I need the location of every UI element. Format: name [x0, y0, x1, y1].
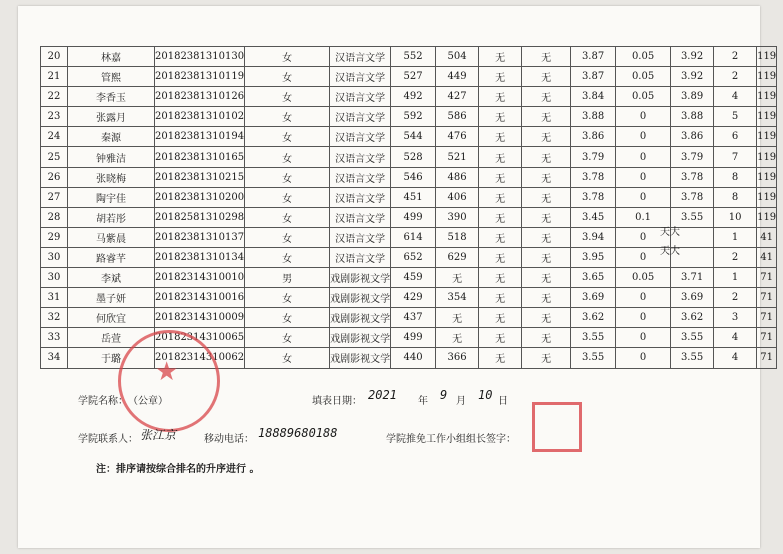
table-cell: 女 — [245, 47, 330, 67]
table-cell: 459 — [391, 268, 436, 288]
table-cell: 71 — [757, 268, 777, 288]
table-cell: 4 — [714, 328, 757, 348]
table-cell: 119 — [757, 187, 777, 207]
table-cell: 0.1 — [616, 207, 671, 227]
table-row — [41, 147, 777, 167]
table-cell: 女 — [245, 308, 330, 328]
table-cell: 0 — [616, 227, 671, 247]
table-row — [41, 87, 777, 107]
table-cell: 汉语言文学 — [330, 207, 391, 227]
table-cell: 528 — [391, 147, 436, 167]
table-cell: 437 — [391, 308, 436, 328]
table-cell: 521 — [436, 147, 479, 167]
table-cell: 无 — [436, 308, 479, 328]
table-cell: 0 — [616, 288, 671, 308]
table-cell: 无 — [436, 328, 479, 348]
college-name-value: （公章） — [128, 396, 168, 407]
table-cell: 3.71 — [671, 268, 714, 288]
date-month: 9 — [440, 388, 448, 402]
table-cell: 3.84 — [571, 87, 616, 107]
table-cell: 无 — [479, 87, 522, 107]
table-cell: 无 — [479, 67, 522, 87]
college-seal: ★ — [118, 330, 220, 432]
table-cell: 119 — [757, 207, 777, 227]
table-cell: 无 — [522, 308, 571, 328]
table-cell: 440 — [391, 348, 436, 368]
table-row — [41, 288, 777, 308]
table-cell: 0 — [616, 167, 671, 187]
table-cell: 3.94 — [571, 227, 616, 247]
table-cell: 20182381310119 — [155, 67, 245, 87]
table-cell: 3 — [714, 308, 757, 328]
table-cell: 0 — [616, 147, 671, 167]
table-cell: 504 — [436, 47, 479, 67]
table-cell: 34 — [41, 348, 68, 368]
table-cell: 7 — [714, 147, 757, 167]
table-cell: 无 — [479, 288, 522, 308]
table-cell: 3.55 — [671, 348, 714, 368]
table-cell: 4 — [714, 348, 757, 368]
table-cell: 女 — [245, 147, 330, 167]
ranking-table — [40, 46, 777, 369]
table-cell: 无 — [436, 268, 479, 288]
table-cell: 3.62 — [671, 308, 714, 328]
table-cell: 汉语言文学 — [330, 247, 391, 267]
table-cell: 女 — [245, 207, 330, 227]
table-cell: 33 — [41, 328, 68, 348]
table-cell: 无 — [522, 167, 571, 187]
date-year: 2021 — [368, 388, 397, 402]
table-cell: 0.05 — [616, 87, 671, 107]
table-cell: 41 — [757, 247, 777, 267]
table-cell: 0.05 — [616, 67, 671, 87]
table-cell: 女 — [245, 167, 330, 187]
table-cell: 427 — [436, 87, 479, 107]
table-cell: 29 — [41, 227, 68, 247]
table-cell: 无 — [479, 107, 522, 127]
table-cell: 无 — [479, 328, 522, 348]
table-cell: 无 — [522, 147, 571, 167]
date-day: 10 — [478, 388, 493, 402]
table-cell: 119 — [757, 167, 777, 187]
table-cell: 5 — [714, 107, 757, 127]
table-cell: 20182381310200 — [155, 187, 245, 207]
table-cell: 20182381310134 — [155, 247, 245, 267]
table-cell: 女 — [245, 288, 330, 308]
table-cell: 28 — [41, 207, 68, 227]
table-cell: 无 — [479, 268, 522, 288]
phone-value: 18889680188 — [258, 426, 338, 440]
table-cell: 20182381310102 — [155, 107, 245, 127]
table-cell: 429 — [391, 288, 436, 308]
table-cell: 119 — [757, 67, 777, 87]
table-cell: 3.79 — [571, 147, 616, 167]
table-cell: 406 — [436, 187, 479, 207]
table-cell: 女 — [245, 348, 330, 368]
table-cell: 戏剧影视文学 — [330, 308, 391, 328]
table-cell: 546 — [391, 167, 436, 187]
table-cell: 119 — [757, 87, 777, 107]
table-cell: 499 — [391, 207, 436, 227]
table-cell: 6 — [714, 127, 757, 147]
table-cell: 墨子妍 — [68, 288, 155, 308]
table-cell: 32 — [41, 308, 68, 328]
table-cell: 3.88 — [671, 107, 714, 127]
table-cell: 汉语言文学 — [330, 87, 391, 107]
table-cell: 汉语言文学 — [330, 167, 391, 187]
table-cell: 27 — [41, 187, 68, 207]
table-cell: 476 — [436, 127, 479, 147]
table-cell: 汉语言文学 — [330, 67, 391, 87]
table-cell: 26 — [41, 167, 68, 187]
college-name-label: 学院名称： — [78, 396, 128, 407]
table-cell: 陶宇佳 — [68, 187, 155, 207]
table-cell: 366 — [436, 348, 479, 368]
table-cell: 0 — [616, 107, 671, 127]
table-cell: 20182314310010 — [155, 268, 245, 288]
sorting-note: 注：排序请按综合排名的升序进行 。 — [96, 464, 260, 475]
table-cell: 汉语言文学 — [330, 107, 391, 127]
table-cell: 汉语言文学 — [330, 47, 391, 67]
table-cell: 20182314310016 — [155, 288, 245, 308]
table-cell: 20182314310062 — [155, 348, 245, 368]
table-cell: 戏剧影视文学 — [330, 288, 391, 308]
table-row — [41, 187, 777, 207]
table-cell: 张露月 — [68, 107, 155, 127]
table-cell: 30 — [41, 247, 68, 267]
table-cell: 71 — [757, 328, 777, 348]
date-month-unit: 月 — [456, 396, 466, 407]
table-cell: 3.79 — [671, 147, 714, 167]
table-cell: 41 — [757, 227, 777, 247]
table-cell: 戏剧影视文学 — [330, 268, 391, 288]
table-cell: 女 — [245, 187, 330, 207]
table-cell: 林嘉 — [68, 47, 155, 67]
table-cell: 女 — [245, 247, 330, 267]
table-cell: 3.89 — [671, 87, 714, 107]
table-cell: 71 — [757, 308, 777, 328]
table-cell: 马紫晨 — [68, 227, 155, 247]
table-cell: 3.86 — [671, 127, 714, 147]
table-cell: 119 — [757, 147, 777, 167]
table-cell: 秦源 — [68, 127, 155, 147]
table-cell: 1 — [714, 268, 757, 288]
table-cell: 戏剧影视文学 — [330, 328, 391, 348]
table-cell: 30 — [41, 268, 68, 288]
table-cell: 119 — [757, 47, 777, 67]
table-cell: 20182381310137 — [155, 227, 245, 247]
table-cell: 71 — [757, 348, 777, 368]
table-cell: 无 — [522, 328, 571, 348]
table-cell: 钟雅洁 — [68, 147, 155, 167]
table-cell: 71 — [757, 288, 777, 308]
leader-seal — [532, 402, 582, 452]
table-cell: 652 — [391, 247, 436, 267]
table-cell: 汉语言文学 — [330, 127, 391, 147]
table-cell: 汉语言文学 — [330, 227, 391, 247]
table-cell: 3.95 — [571, 247, 616, 267]
table-cell: 3.69 — [571, 288, 616, 308]
table-cell: 无 — [479, 308, 522, 328]
table-cell: 3.78 — [671, 187, 714, 207]
table-cell: 女 — [245, 227, 330, 247]
table-cell: 3.55 — [671, 328, 714, 348]
table-cell: 20 — [41, 47, 68, 67]
date-year-unit: 年 — [418, 396, 428, 407]
table-cell: 岳萱 — [68, 328, 155, 348]
table-cell: 3.65 — [571, 268, 616, 288]
table-cell: 119 — [757, 127, 777, 147]
table-cell: 何欣宜 — [68, 308, 155, 328]
table-cell: 无 — [522, 47, 571, 67]
table-cell: 20182381310165 — [155, 147, 245, 167]
table-cell: 汉语言文学 — [330, 187, 391, 207]
table-cell: 0 — [616, 348, 671, 368]
table-cell: 无 — [522, 247, 571, 267]
table-cell: 21 — [41, 67, 68, 87]
table-cell: 1 — [714, 227, 757, 247]
table-cell: 于璐 — [68, 348, 155, 368]
table-cell: 451 — [391, 187, 436, 207]
table-cell: 3.55 — [571, 328, 616, 348]
table-cell: 0 — [616, 247, 671, 267]
table-cell: 0 — [616, 187, 671, 207]
date-label: 填表日期： — [312, 396, 362, 407]
side-note: 天大 — [660, 227, 680, 238]
table-cell: 无 — [479, 47, 522, 67]
table-cell: 20182381310194 — [155, 127, 245, 147]
table-cell: 3.78 — [571, 167, 616, 187]
table-cell: 10 — [714, 207, 757, 227]
table-cell: 8 — [714, 187, 757, 207]
table-cell: 390 — [436, 207, 479, 227]
table-cell: 汉语言文学 — [330, 147, 391, 167]
table-cell: 629 — [436, 247, 479, 267]
table-cell: 2 — [714, 47, 757, 67]
table-row — [41, 47, 777, 67]
table-cell: 3.92 — [671, 47, 714, 67]
side-note: 天大 — [660, 246, 680, 257]
table-cell: 3.55 — [571, 348, 616, 368]
table-cell: 552 — [391, 47, 436, 67]
table-cell: 20182581310298 — [155, 207, 245, 227]
table-cell: 无 — [522, 268, 571, 288]
table-cell: 戏剧影视文学 — [330, 348, 391, 368]
table-row — [41, 67, 777, 87]
table-cell: 3.86 — [571, 127, 616, 147]
table-row — [41, 107, 777, 127]
table-cell: 管熙 — [68, 67, 155, 87]
table-cell: 女 — [245, 328, 330, 348]
table-cell: 592 — [391, 107, 436, 127]
table-cell: 8 — [714, 167, 757, 187]
table-cell: 无 — [522, 187, 571, 207]
phone-label: 移动电话： — [204, 434, 254, 445]
table-cell: 354 — [436, 288, 479, 308]
table-cell: 0.05 — [616, 268, 671, 288]
table-cell: 无 — [522, 67, 571, 87]
table-cell: 499 — [391, 328, 436, 348]
table-cell: 女 — [245, 127, 330, 147]
table-cell: 20182381310215 — [155, 167, 245, 187]
table-row — [41, 308, 777, 328]
table-cell: 张晓梅 — [68, 167, 155, 187]
contact-label: 学院联系人： — [78, 434, 138, 445]
table-cell: 0.05 — [616, 47, 671, 67]
table-cell: 无 — [479, 227, 522, 247]
table-cell: 20182314310065 — [155, 328, 245, 348]
table-cell: 25 — [41, 147, 68, 167]
table-cell: 0 — [616, 308, 671, 328]
table-cell: 31 — [41, 288, 68, 308]
table-cell: 无 — [522, 127, 571, 147]
table-cell: 3.62 — [571, 308, 616, 328]
table-cell: 女 — [245, 87, 330, 107]
table-cell: 无 — [522, 227, 571, 247]
table-cell: 527 — [391, 67, 436, 87]
table-cell: 无 — [522, 288, 571, 308]
table-cell: 3.92 — [671, 67, 714, 87]
date-day-unit: 日 — [498, 396, 508, 407]
table-cell: 544 — [391, 127, 436, 147]
table-cell: 3.87 — [571, 67, 616, 87]
table-cell: 无 — [522, 87, 571, 107]
table-cell: 518 — [436, 227, 479, 247]
table-cell: 无 — [479, 247, 522, 267]
table-cell: 486 — [436, 167, 479, 187]
table-cell: 0 — [616, 328, 671, 348]
table-cell: 无 — [522, 348, 571, 368]
table-cell: 李香玉 — [68, 87, 155, 107]
table-cell: 无 — [479, 348, 522, 368]
table-cell: 3.45 — [571, 207, 616, 227]
table-cell: 20182314310009 — [155, 308, 245, 328]
table-cell: 2 — [714, 67, 757, 87]
table-cell: 2 — [714, 247, 757, 267]
table-cell: 3.69 — [671, 288, 714, 308]
table-cell: 0 — [616, 127, 671, 147]
table-cell: 无 — [479, 127, 522, 147]
table-cell: 22 — [41, 87, 68, 107]
table-cell: 无 — [522, 207, 571, 227]
table-cell: 20182381310130 — [155, 47, 245, 67]
table-cell: 3.87 — [571, 47, 616, 67]
table-cell: 586 — [436, 107, 479, 127]
contact-signature: 张江京 — [140, 428, 177, 442]
table-cell: 119 — [757, 107, 777, 127]
table-cell: 无 — [479, 147, 522, 167]
table-row — [41, 167, 777, 187]
table-cell: 23 — [41, 107, 68, 127]
table-cell: 614 — [391, 227, 436, 247]
leader-sign-label: 学院推免工作小组组长签字： — [386, 434, 516, 445]
table-cell: 3.88 — [571, 107, 616, 127]
table-cell: 女 — [245, 67, 330, 87]
table-cell: 3.55 — [671, 207, 714, 227]
table-cell: 胡若彤 — [68, 207, 155, 227]
table-cell: 无 — [479, 187, 522, 207]
table-cell: 无 — [479, 167, 522, 187]
table-row — [41, 127, 777, 147]
table-cell: 无 — [479, 207, 522, 227]
table-cell: 路睿芊 — [68, 247, 155, 267]
table-cell: 449 — [436, 67, 479, 87]
table-cell: 3.78 — [671, 167, 714, 187]
table-cell: 2 — [714, 288, 757, 308]
table-cell: 4 — [714, 87, 757, 107]
table-cell: 24 — [41, 127, 68, 147]
table-cell: 女 — [245, 107, 330, 127]
table-cell: 492 — [391, 87, 436, 107]
table-row — [41, 268, 777, 288]
table-cell: 李斌 — [68, 268, 155, 288]
table-cell: 无 — [522, 107, 571, 127]
table-cell: 3.78 — [571, 187, 616, 207]
table-cell: 男 — [245, 268, 330, 288]
table-cell: 20182381310126 — [155, 87, 245, 107]
